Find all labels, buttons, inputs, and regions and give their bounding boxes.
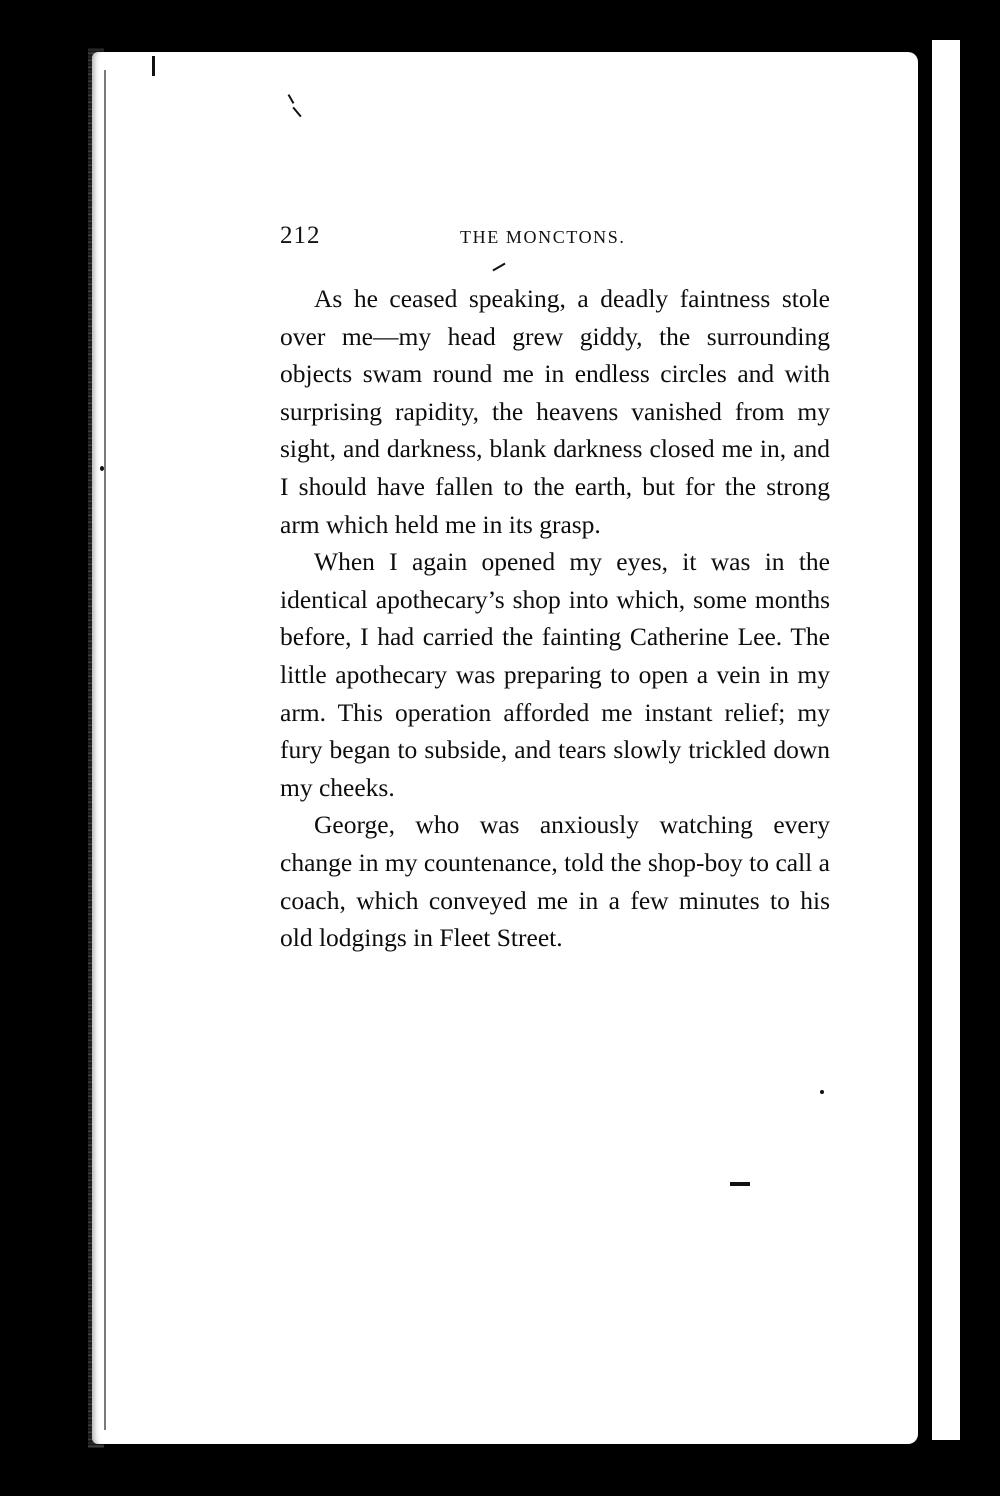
scan-speck <box>100 466 104 471</box>
next-page-edge <box>932 40 960 1440</box>
scan-speck <box>730 1182 750 1186</box>
page-edge-shadow <box>918 40 932 1440</box>
body-text <box>280 280 830 957</box>
paragraph-1: As he ceased speaking, a deadly faintness stole over me—my head grew giddy, the surrounding objects swam round me in endless circles and with surprising rapidity, the heavens vanished from my sight, and darkness, blank darkness closed me in, and I should have fallen to the earth, but for the strong arm which held me in its grasp. <box>280 284 830 539</box>
page-number: 212 <box>280 222 321 249</box>
paragraph-3: George, who was anxiously watching every change in my countenance, told the shop-boy to call a coach, which conveyed me in a few minutes to his old lodgings in Fleet Street. <box>280 810 830 953</box>
gutter-shadow-line <box>104 70 106 1430</box>
scan-speck <box>152 56 155 76</box>
paragraph-2: When I again opened my eyes, it was in the identical apothecary’s shop into which, some months before, I had carried the fainting Catherine Lee. The little apothecary was preparing to open a vein in my arm. This operation afforded me instant relief; my fury began to subside, and tears slowly trickled down my cheeks. <box>280 547 830 802</box>
running-title: THE MONCTONS. <box>460 227 626 247</box>
scan-speck <box>820 1090 824 1094</box>
running-head <box>280 222 830 256</box>
